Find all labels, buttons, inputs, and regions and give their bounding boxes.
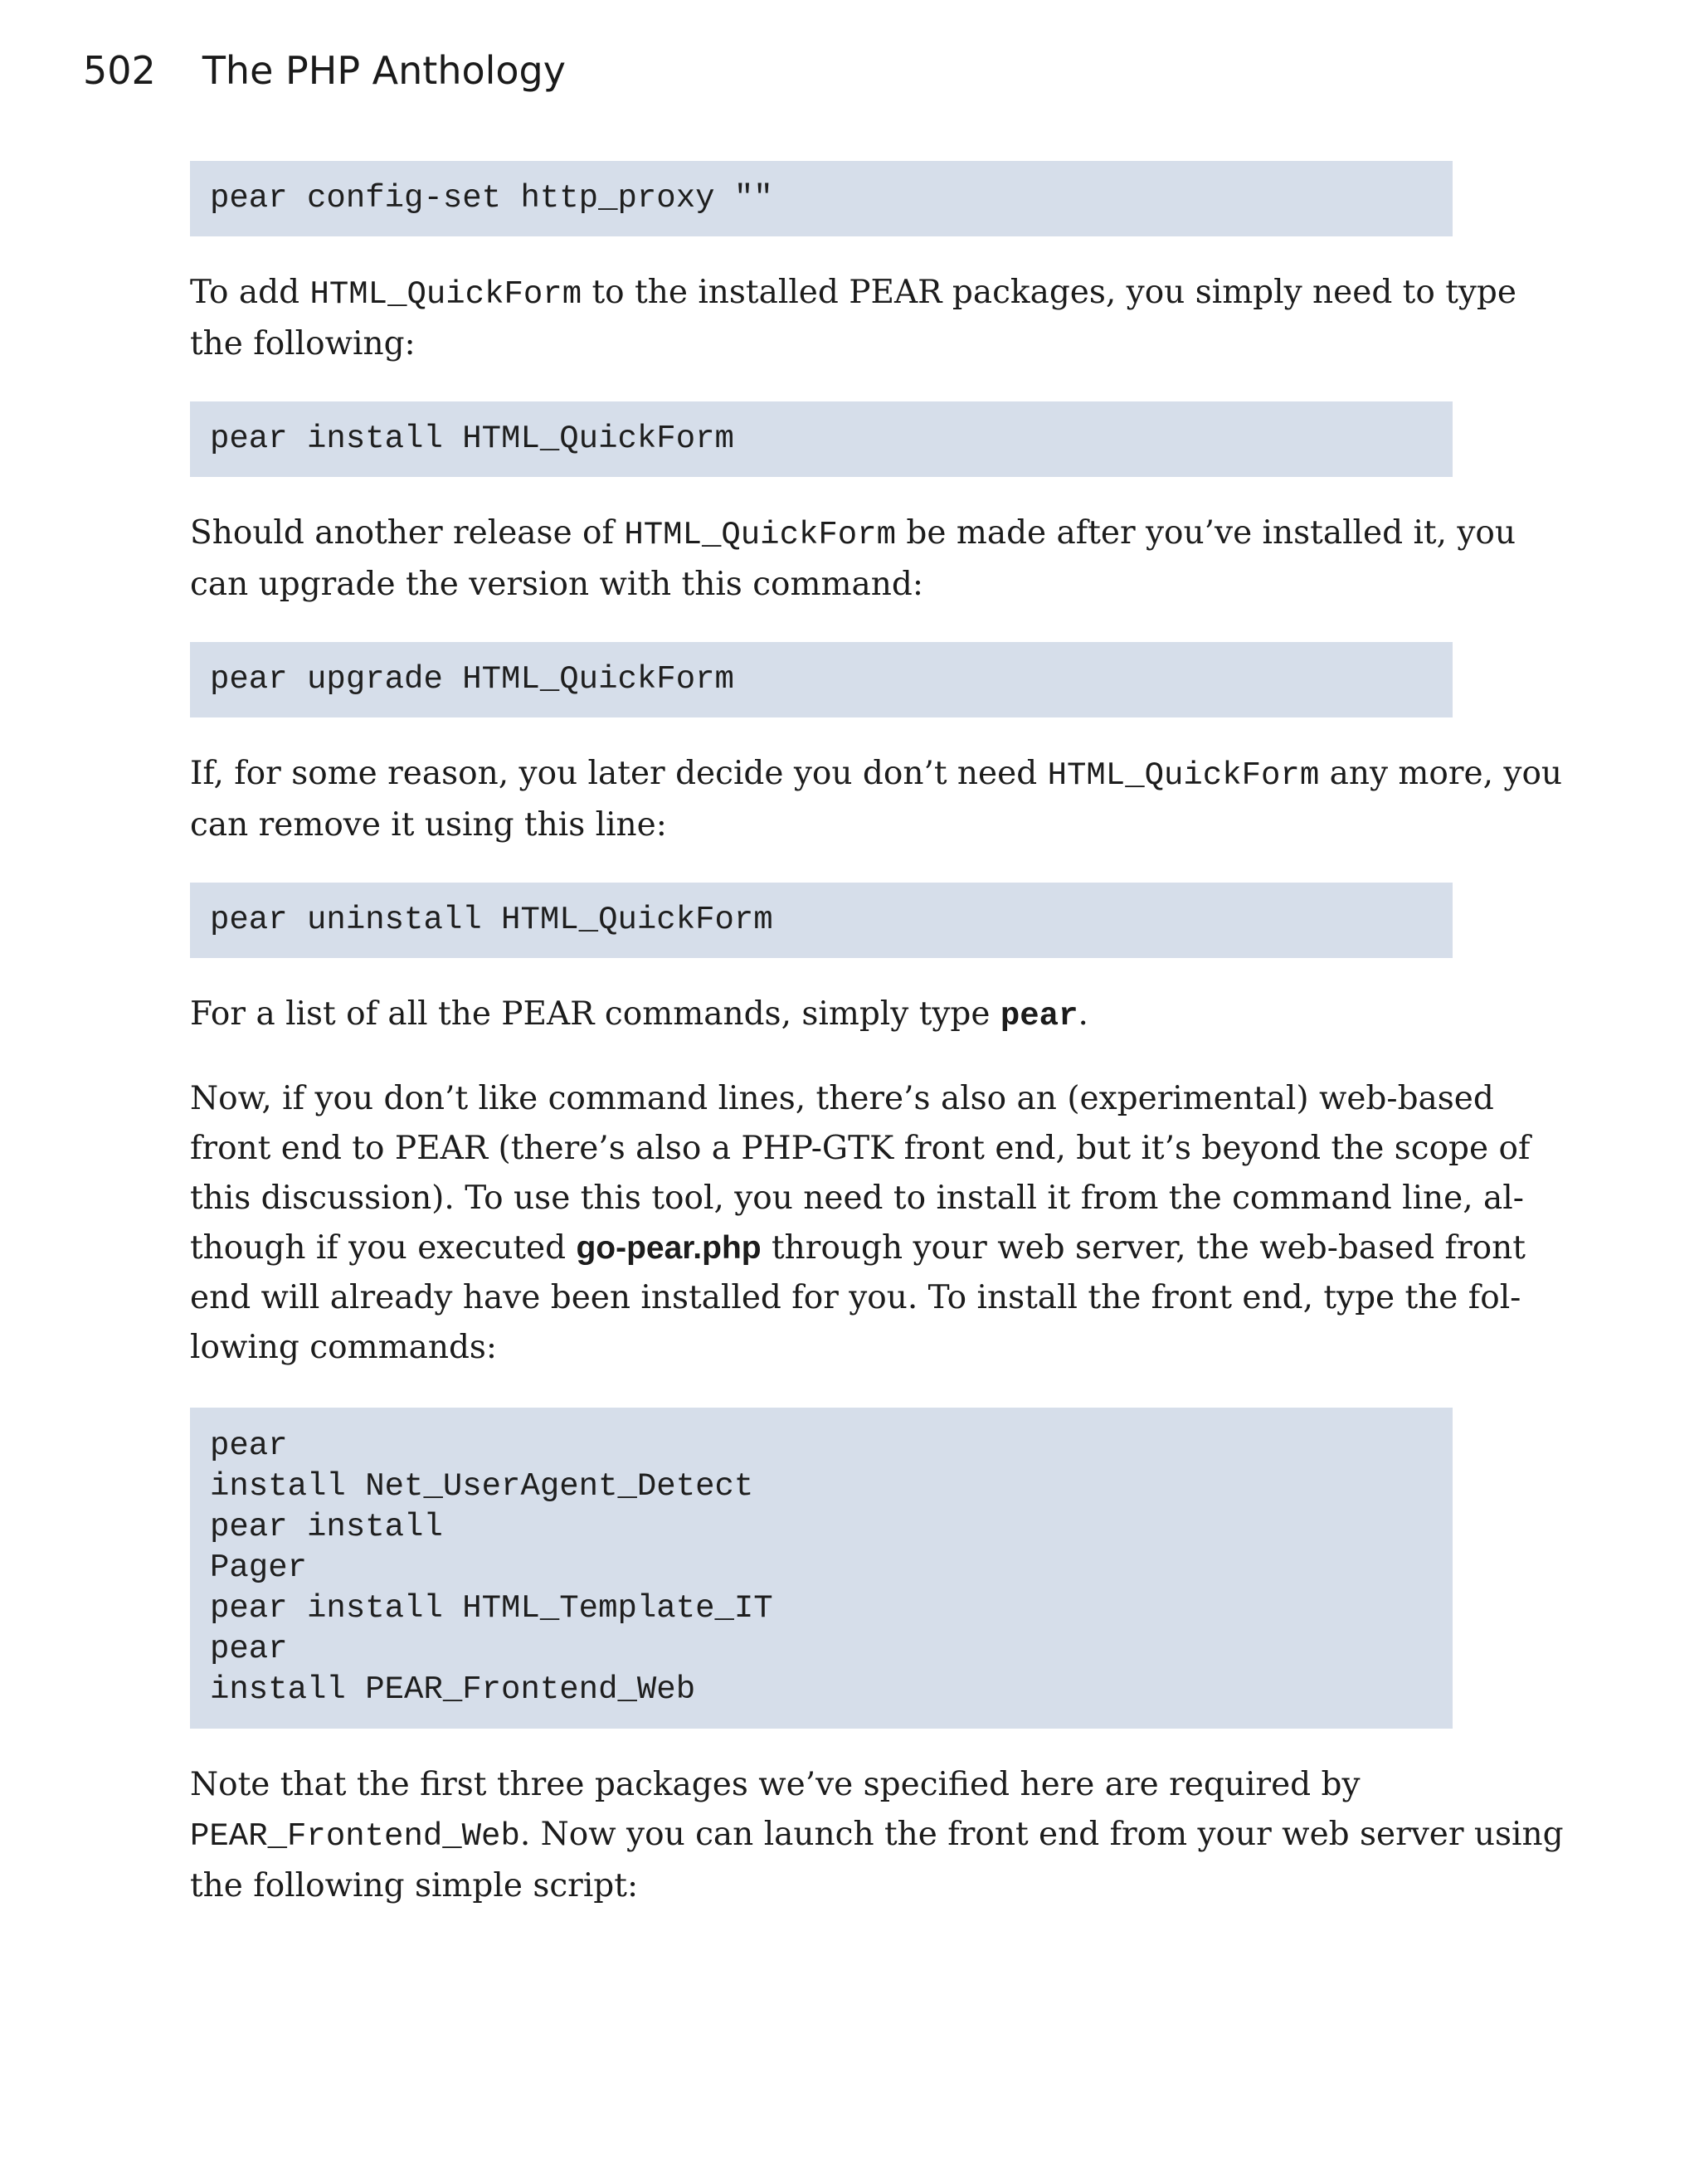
running-head <box>83 48 566 93</box>
file-name: go-pear.php <box>576 1230 762 1266</box>
inline-code: HTML_QuickForm <box>309 276 582 313</box>
text-span: To add <box>190 274 310 311</box>
text-line: end will already have been installed for you. To install the front end, type the fol- <box>190 1279 1521 1316</box>
text-line <box>190 508 1516 560</box>
text-line: can upgrade the version with this command: <box>190 566 923 603</box>
text-line <box>190 990 1453 1041</box>
code-line: pear install HTML_Template_IT <box>210 1590 773 1627</box>
text-line: can remove it using this line: <box>190 806 667 844</box>
book-title: The PHP Anthology <box>202 48 566 93</box>
code-line: Pager <box>210 1549 308 1586</box>
page-content <box>190 161 1564 1911</box>
code-block-frontend <box>190 1408 1453 1729</box>
code-line: pear uninstall HTML_QuickForm <box>210 902 773 938</box>
paragraph-uninstall-intro <box>190 749 1563 850</box>
text-line: lowing commands: <box>190 1329 498 1366</box>
code-line: install Net_UserAgent_Detect <box>210 1468 754 1505</box>
page-number: 502 <box>83 48 156 93</box>
text-line: Note that the first three packages we’ve specified here are required by <box>190 1766 1361 1803</box>
paragraph-install-intro <box>190 268 1516 369</box>
text-span: For a list of all the PEAR commands, simply type <box>190 995 1000 1033</box>
inline-code: HTML_QuickForm <box>624 517 897 553</box>
text-span: be made after you’ve installed it, you <box>896 514 1516 552</box>
code-block-proxy <box>190 161 1453 236</box>
code-line: pear <box>210 1428 288 1464</box>
text-line: front end to PEAR (there’s also a PHP-GTK front end, but it’s beyond the scope of <box>190 1130 1531 1167</box>
text-line: the following simple script: <box>190 1867 639 1904</box>
text-line <box>190 1810 1564 1861</box>
text-line <box>190 1223 1526 1273</box>
paragraph-pear-commands <box>190 990 1453 1041</box>
text-line: this discussion). To use this tool, you need to install it from the command line, al- <box>190 1180 1524 1217</box>
code-line: pear upgrade HTML_QuickForm <box>210 661 734 698</box>
text-span: Should another release of <box>190 514 625 552</box>
code-line: pear config-set http_proxy "" <box>210 180 773 216</box>
paragraph-upgrade-intro <box>190 508 1516 610</box>
paragraph-note <box>190 1760 1564 1911</box>
code-line: pear install HTML_QuickForm <box>210 421 734 457</box>
text-line: the following: <box>190 325 416 362</box>
code-block-uninstall <box>190 883 1453 958</box>
text-span: . Now you can launch the front end from your web server using <box>519 1816 1564 1853</box>
inline-code: HTML_QuickForm <box>1047 757 1320 794</box>
inline-code: PEAR_Frontend_Web <box>190 1818 520 1855</box>
text-span: though if you executed <box>190 1229 577 1267</box>
code-block-install <box>190 401 1453 477</box>
text-line: Now, if you don’t like command lines, there’s also an (experimental) web-based <box>190 1080 1494 1117</box>
text-span: If, for some reason, you later decide you don’t need <box>190 755 1048 792</box>
text-span: any more, you <box>1319 755 1563 792</box>
text-line <box>190 268 1516 319</box>
text-span: to the installed PEAR packages, you simply need to type <box>582 274 1516 311</box>
code-line: pear <box>210 1631 288 1667</box>
paragraph-web-frontend <box>190 1074 1531 1373</box>
code-line: pear install <box>210 1509 443 1545</box>
text-span: through your web server, the web-based front <box>761 1229 1526 1267</box>
inline-code: pear <box>1000 998 1078 1034</box>
code-block-upgrade <box>190 642 1453 717</box>
text-span: . <box>1078 995 1088 1033</box>
code-line: install PEAR_Frontend_Web <box>210 1671 696 1708</box>
text-line <box>190 749 1563 800</box>
